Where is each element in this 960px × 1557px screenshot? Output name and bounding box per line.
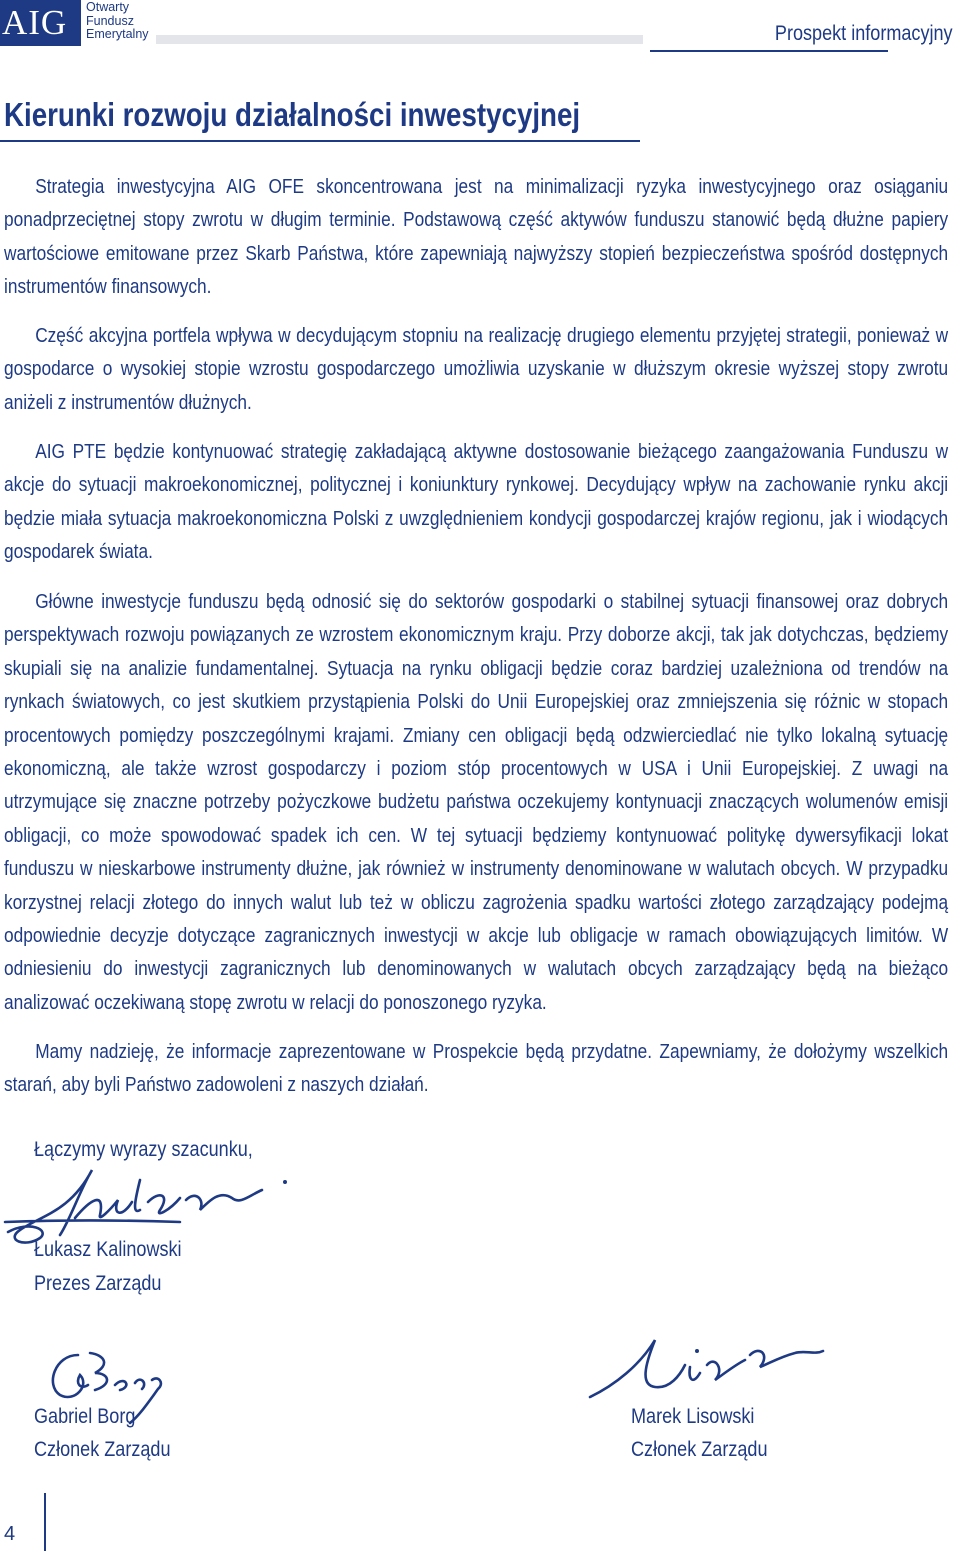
page-number-divider bbox=[44, 1493, 46, 1551]
logo-mark: AIG bbox=[2, 3, 68, 42]
logo-line: Fundusz bbox=[86, 13, 134, 28]
signatory-role: Członek Zarządu bbox=[631, 1438, 768, 1461]
signatory-role: Członek Zarządu bbox=[34, 1438, 171, 1461]
paragraph-investments bbox=[4, 585, 948, 1019]
signatory-name: Marek Lisowski bbox=[631, 1405, 755, 1428]
logo-line: Otwarty bbox=[86, 0, 130, 14]
page-header bbox=[0, 0, 960, 60]
paragraph-text: Główne inwestycje funduszu będą odnosić się do sektorów gospodarki o stabilnej sytuacji finansowej oraz dobrych perspektywach rozwoju powiązanych ze wzrostem ekonomicznym kraju. Przy doborze akcji, tak jak dotychczas, będziemy skupiali się na analizie fundamentalnej. Sytuacja na rynku obligacji będzie coraz bardziej uzależniona od trendów na rynkach światowych, co jest skutkiem przystąpienia Polski do Unii Europejskiej oraz zmniejszenia się różnic w stopach procentowych pomiędzy poszczególnymi krajami. Zmiany cen obligacji będą odzwierciedlać nie tylko lokalną sytuację ekonomiczną, ale także wzrost gospodarczy i poziom stóp procentowych w USA i Unii Europejskiej. Z uwagi na utrzymujące się znaczne potrzeby pożyczkowe budżetu państwa oczekujemy kontynuacji znaczących wolumenów emisji obligacji, co może spowodować spadek ich cen. W tej sytuacji będziemy kontynuować politykę dywersyfikacji lokat funduszu w nieskarbowe instrumenty dłużne, jak również w instrumenty denominowane w walutach obcych. W przypadku korzystnej relacji złotego do innych walut lub też w obliczu zagrożenia spadku wartości złotego zarządzający podejmą odpowiednie decyzje dotyczące zagranicznych inwestycji w akcje lub obligacje w ramach obowiązujących limitów. W odniesieniu do inwestycji zagranicznych lub denominowanych w walutach obcych zarządzający będą na bieżąco analizować oczekiwaną stopę zwrotu w relacji do ponoszonego ryzyka. bbox=[4, 590, 949, 1014]
signatory-name: Łukasz Kalinowski bbox=[34, 1238, 182, 1261]
paragraph-text: AIG PTE będzie kontynuować strategię zakładającą aktywne dostosowanie bieżącego zaangażowania Funduszu w akcje do sytuacji makroekonomicznej, politycznej i koniunktury rynkowej. Decydujący wpływ na zachowanie rynku akcji będzie miała sytuacja makroekonomiczna Polski z uwzględnieniem kondycji gospodarczej krajów regionu, jak i wiodących gospodarek świata. bbox=[4, 440, 949, 564]
header-decorative-bar bbox=[156, 35, 643, 44]
signatory-name: Gabriel Borg bbox=[34, 1405, 136, 1428]
paragraph-aig-pte bbox=[4, 435, 948, 569]
document-label: Prospekt informacyjny bbox=[775, 22, 953, 45]
aig-logo bbox=[0, 0, 81, 46]
document-label-underline bbox=[650, 50, 888, 52]
closing-greeting: Łączymy wyrazy szacunku, bbox=[34, 1138, 253, 1161]
paragraph-text: Mamy nadzieję, że informacje zaprezentowane w Prospekcie będą przydatne. Zapewniamy, że dołożymy wszelkich starań, aby byli Państwo zadowoleni z naszych działań. bbox=[4, 1040, 949, 1097]
page-title: Kierunki rozwoju działalności inwestycyjnej bbox=[4, 96, 581, 133]
lisowski-signature bbox=[585, 1325, 835, 1405]
paragraph-equity bbox=[4, 319, 948, 419]
logo-subtitle bbox=[86, 1, 149, 42]
kalinowski-signature bbox=[0, 1160, 300, 1250]
page-number: 4 bbox=[4, 1523, 16, 1545]
logo-line: Emerytalny bbox=[86, 27, 149, 41]
paragraph-text: Strategia inwestycyjna AIG OFE skoncentrowana jest na minimalizacji ryzyka inwestycyjnego oraz osiąganiu ponadprzeciętnej stopy zwrotu w długim terminie. Podstawową część aktywów funduszu stanowić będą dłużne papiery wartościowe emitowane przez Skarb Państwa, które zapewniają najwyższy stopień bezpieczeństwa spośród dostępnych instrumentów finansowych. bbox=[4, 175, 949, 299]
signatory-role: Prezes Zarządu bbox=[34, 1272, 162, 1295]
paragraph-closing bbox=[4, 1035, 948, 1102]
title-underline bbox=[0, 140, 640, 142]
paragraph-text: Część akcyjna portfela wpływa w decydującym stopniu na realizację drugiego elementu przyjętej strategii, ponieważ w gospodarce o wysokiej stopie wzrostu gospodarczego umożliwia uzyskanie w dłuższym okresie wyższej stopy zwrotu aniżeli z instrumentów dłużnych. bbox=[4, 324, 949, 414]
paragraph-strategy bbox=[4, 170, 948, 304]
